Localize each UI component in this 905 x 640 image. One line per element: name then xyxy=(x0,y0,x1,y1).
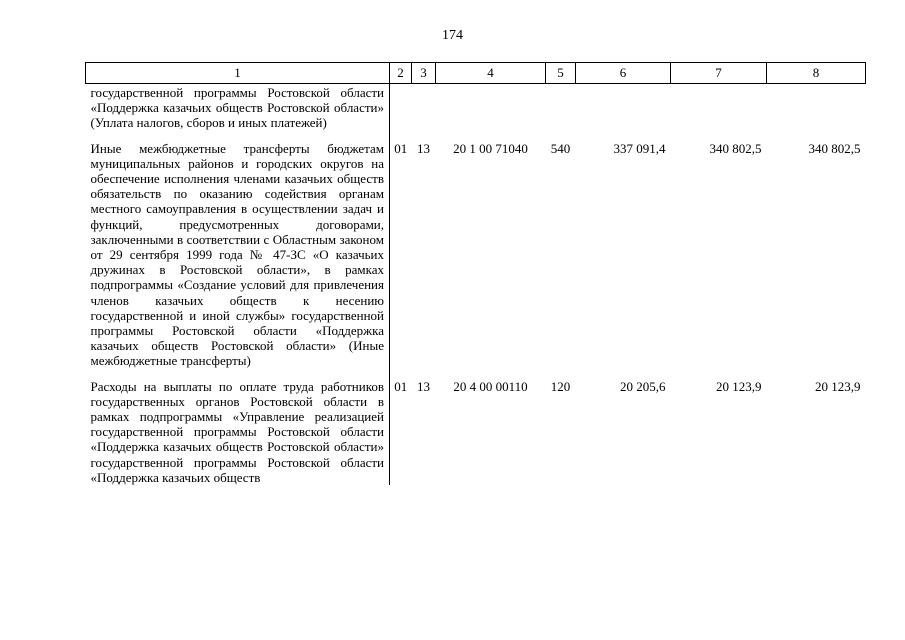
row-amount-1: 337 091,4 xyxy=(613,140,666,156)
row-name xyxy=(86,84,390,131)
row-name xyxy=(86,131,390,369)
page-number: 174 xyxy=(442,28,463,43)
row-amount-2 xyxy=(671,84,767,131)
row-target-article: 20 4 00 00110 xyxy=(453,378,528,394)
header-col-4: 4 xyxy=(436,63,546,84)
budget-table xyxy=(85,62,866,485)
row-subsection-code xyxy=(412,84,436,131)
header-col-1: 1 xyxy=(86,63,390,84)
row-name-text: Иные межбюджетные трансферты бюджетам муниципальных районов и городских округов на обеспечение исполнения членами казачьих обществ обязательств по оказанию содействия органам местного самоуправления в осуществлении задач и функций, предусмотренных договорами, заключенными в соответствии с Областным законом от 29 сентября 1999 года № 47-ЗС «О казачьих дружинах в Ростовской области», в рамках подпрограммы «Создание условий для привлечения членов казачьих обществ к несению государственной и иной службы» государственной программы Ростовской области «Поддержка казачьих обществ Ростовской области» (Иные межбюджетные трансферты) xyxy=(90,140,384,369)
row-section-code: 01 xyxy=(394,140,408,156)
column-number-header xyxy=(86,63,866,84)
row-amount-3 xyxy=(767,84,866,131)
header-col-6: 6 xyxy=(576,63,671,84)
row-subsection-code: 13 xyxy=(417,140,430,156)
row-name xyxy=(86,369,390,485)
header-col-7: 7 xyxy=(671,63,767,84)
row-name-text: Расходы на выплаты по оплате труда работников государственных органов Ростовской области в рамках подпрограммы «Управление реализацией государственной программы Ростовской области «Поддержка казачьих обществ Ростовской области» государственной программы Ростовской области «Поддержка казачьих обществ xyxy=(90,378,384,485)
row-amount-3: 340 802,5 xyxy=(808,140,861,156)
row-amount-2: 20 123,9 xyxy=(716,378,762,394)
header-col-3: 3 xyxy=(412,63,436,84)
header-col-2: 2 xyxy=(390,63,412,84)
row-section-code: 01 xyxy=(394,378,408,394)
row-name-text: государственной программы Ростовской области «Поддержка казачьих обществ Ростовской области» (Уплата налогов, сборов и иных платежей) xyxy=(90,85,384,131)
row-expense-type: 120 xyxy=(550,378,571,394)
table-row xyxy=(86,84,866,131)
row-amount-3: 20 123,9 xyxy=(815,378,861,394)
table-row xyxy=(86,369,866,485)
row-amount-1 xyxy=(576,84,671,131)
row-expense-type: 540 xyxy=(550,140,571,156)
row-target-article xyxy=(436,84,546,131)
row-expense-type xyxy=(546,84,576,131)
row-subsection-code: 13 xyxy=(417,378,430,394)
header-col-5: 5 xyxy=(546,63,576,84)
row-amount-1: 20 205,6 xyxy=(620,378,666,394)
table-row xyxy=(86,131,866,369)
header-col-8: 8 xyxy=(767,63,866,84)
row-target-article: 20 1 00 71040 xyxy=(453,140,528,156)
row-section-code xyxy=(390,84,412,131)
row-amount-2: 340 802,5 xyxy=(709,140,762,156)
